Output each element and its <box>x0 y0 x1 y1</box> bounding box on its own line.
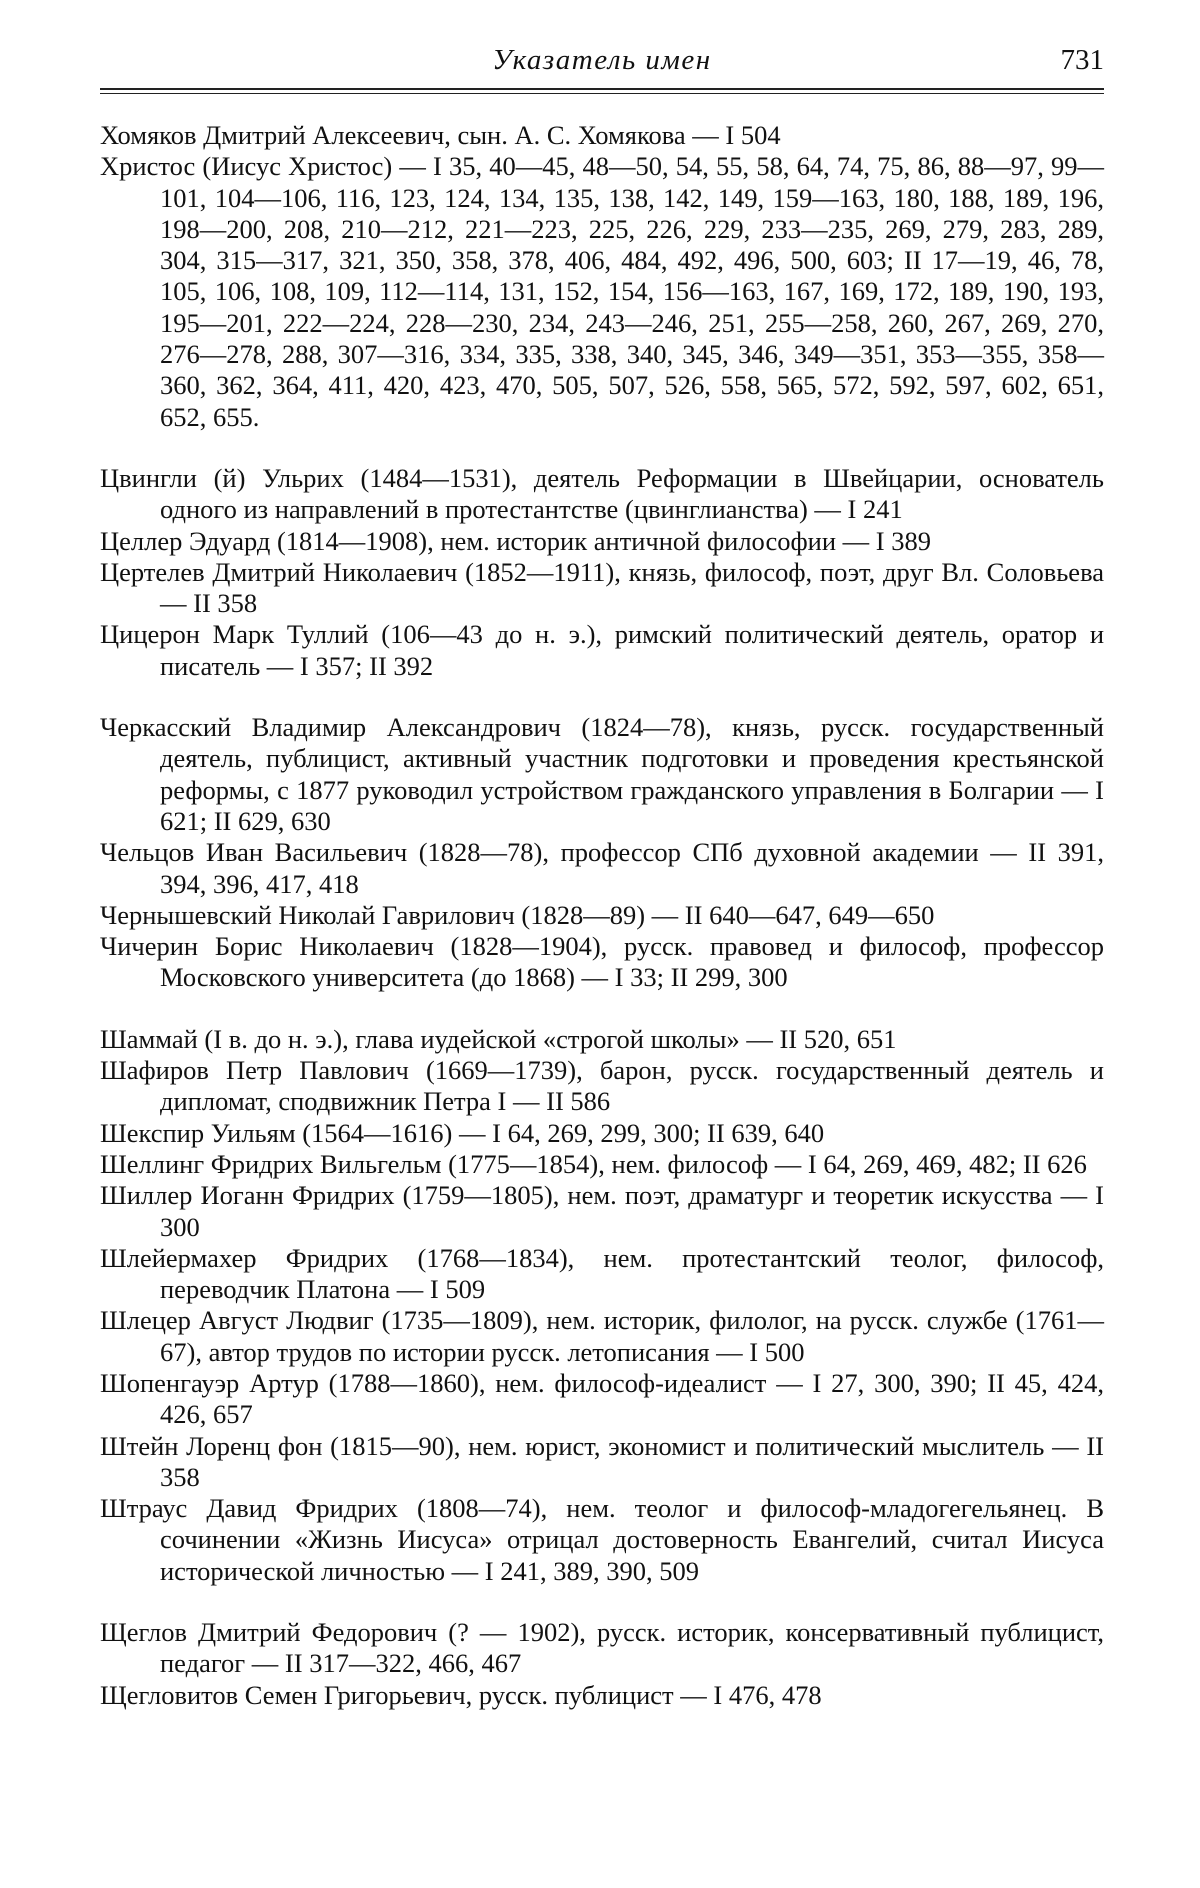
index-letter-group <box>100 712 1104 994</box>
index-entry: Шопенгауэр Артур (1788—1860), нем. философ-идеалист — I 27, 300, 390; II 45, 424, 426, 657 <box>100 1367 1104 1430</box>
index-entry: Шафиров Петр Павлович (1669—1739), барон, русск. государственный деятель и дипломат, сподвижник Петра I — II 586 <box>100 1055 1104 1117</box>
index-entry: Шекспир Уильям (1564—1616) — I 64, 269, 299, 300; II 639, 640 <box>100 1117 825 1148</box>
index-entry: Цвингли (й) Ульрих (1484—1531), деятель Реформации в Швейцарии, основатель одного из направлений в протестантстве (цвинглианства) — I 241 <box>100 462 1104 525</box>
index-letter-group <box>100 1617 1104 1711</box>
index-letter-group <box>100 463 1104 682</box>
index-entry: Щеглов Дмитрий Федорович (? — 1902), русск. историк, консервативный публицист, педагог — II 317—322, 466, 467 <box>100 1617 1104 1679</box>
index-entry: Шеллинг Фридрих Вильгельм (1775—1854), нем. философ — I 64, 269, 469, 482; II 626 <box>100 1148 1087 1179</box>
index-entry: Черкасский Владимир Александрович (1824—78), князь, русск. государственный деятель, публицист, активный участник подготовки и проведения крестьянской реформы, с 1877 руководил устройством гражданского управления в Болгарии — I 621; II 629, 630 <box>100 712 1104 836</box>
index-entry: Цертелев Дмитрий Николаевич (1852—1911), князь, философ, поэт, друг Вл. Соловьева — II 358 <box>100 556 1104 619</box>
index-entry: Щегловитов Семен Григорьевич, русск. публицист — I 476, 478 <box>100 1679 822 1710</box>
index-entry: Целлер Эдуард (1814—1908), нем. историк античной философии — I 389 <box>100 525 931 556</box>
index-entry: Чернышевский Николай Гаврилович (1828—89) — II 640—647, 649—650 <box>100 899 935 930</box>
index-letter-group <box>100 1024 1104 1587</box>
index-entry: Чельцов Иван Васильевич (1828—78), профессор СПб духовной академии — II 391, 394, 396, 417, 418 <box>100 837 1104 899</box>
running-head <box>100 44 1104 88</box>
page-number: 731 <box>1060 44 1104 76</box>
header-rule <box>100 88 1104 94</box>
index-entry: Хомяков Дмитрий Алексеевич, сын. А. С. Хомякова — I 504 <box>100 120 781 150</box>
index-entry: Христос (Иисус Христос) — I 35, 40—45, 48—50, 54, 55, 58, 64, 74, 75, 86, 88—97, 99—101, 104—106, 116, 123, 124, 134, 135, 138, 142, 149, 159—163, 180, 188, 189, 196, 198—200, 208, 210—212, 221—223, 225, 226, 229, 233—235, 269, 279, 283, 289, 304, 315—317, 321, 350, 358, 378, 406, 484, 492, 496, 500, 603; II 17—19, 46, 78, 105, 106, 108, 109, 112—114, 131, 152, 154, 156—163, 167, 169, 172, 189, 190, 193, 195—201, 222—224, 228—230, 234, 243—246, 251, 255—258, 260, 267, 269, 270, 276—278, 288, 307—316, 334, 335, 338, 340, 345, 346, 349—351, 353—355, 358—360, 362, 364, 411, 420, 423, 470, 505, 507, 526, 558, 565, 572, 592, 597, 602, 651, 652, 655. <box>100 151 1104 432</box>
index-entry: Шлейермахер Фридрих (1768—1834), нем. протестантский теолог, философ, переводчик Платона — I 509 <box>100 1242 1104 1305</box>
index-letter-group <box>100 120 1104 433</box>
index-entry: Цицерон Марк Туллий (106—43 до н. э.), римский политический деятель, оратор и писатель — I 357; II 392 <box>100 619 1104 681</box>
index-entry: Шаммай (I в. до н. э.), глава иудейской «строгой школы» — II 520, 651 <box>100 1023 897 1054</box>
index-entry: Штраус Давид Фридрих (1808—74), нем. теолог и философ-младогегельянец. В сочинении «Жизнь Иисуса» отрицал достоверность Евангелий, считал Иисуса исторической личностью — I 241, 389, 390, 509 <box>100 1493 1104 1586</box>
name-index <box>100 120 1104 1711</box>
index-entry: Чичерин Борис Николаевич (1828—1904), русск. правовед и философ, профессор Московского университета (до 1868) — I 33; II 299, 300 <box>100 931 1104 993</box>
running-head-title: Указатель имен <box>492 44 712 76</box>
index-entry: Шиллер Иоганн Фридрих (1759—1805), нем. поэт, драматург и теоретик искусства — I 300 <box>100 1180 1104 1242</box>
index-entry: Штейн Лоренц фон (1815—90), нем. юрист, экономист и политический мыслитель — II 358 <box>100 1430 1104 1492</box>
index-entry: Шлецер Август Людвиг (1735—1809), нем. историк, филолог, на русск. службе (1761—67), автор трудов по истории русск. летописания — I 500 <box>100 1305 1104 1367</box>
